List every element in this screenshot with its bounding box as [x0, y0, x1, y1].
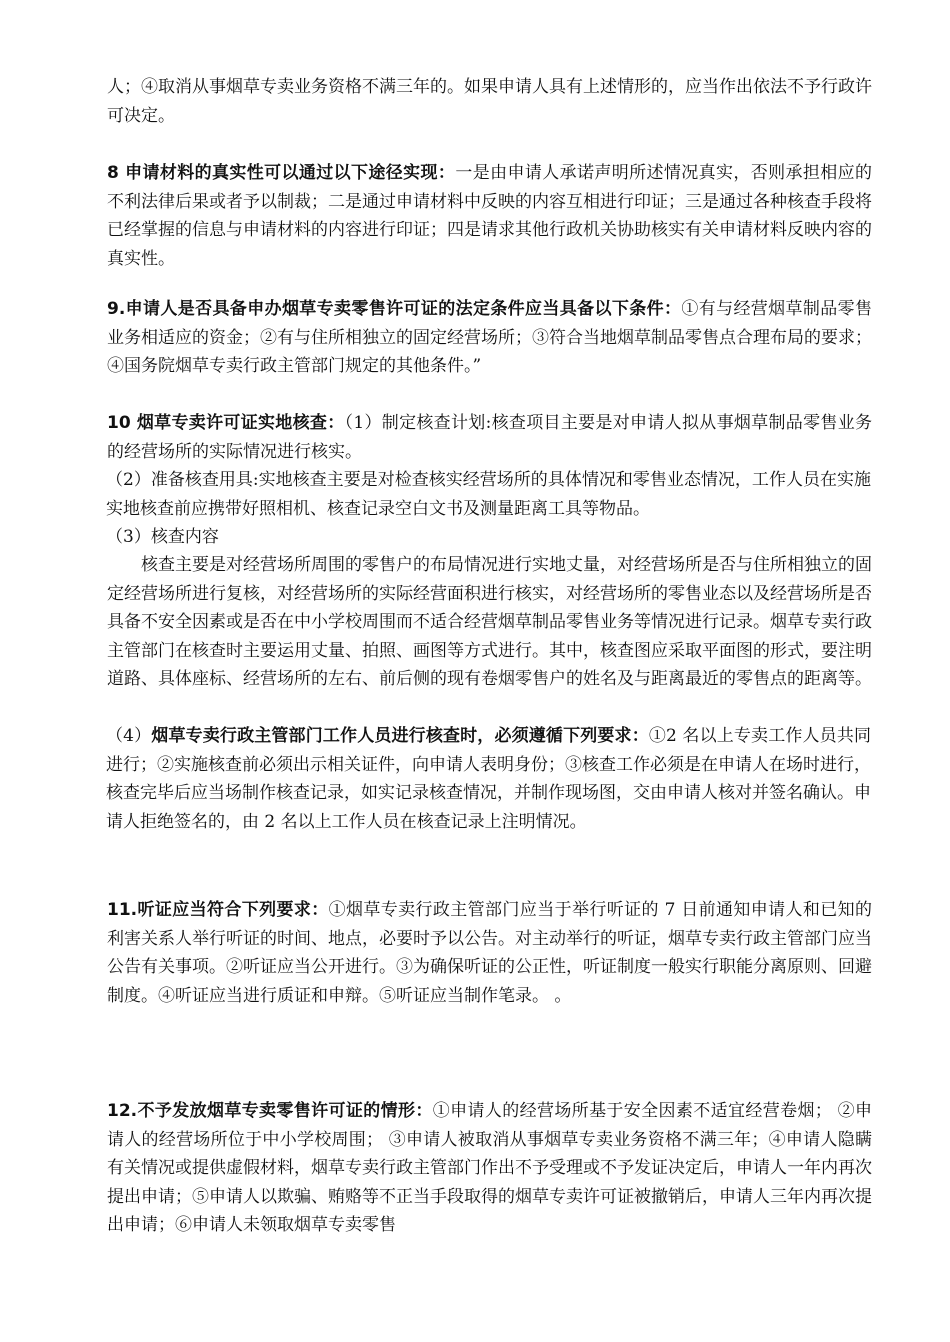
section-12-text: ①申请人的经营场所基于安全因素不适宜经营卷烟； ②申请人的经营场所位于中小学校周围； ③申请人被取消从事烟草专卖业务资格不满三年；④申请人隐瞒有关情况或提供虚假材料，烟草专卖行政主管部门作出不予受理或不予发证决定后，申请人一年内再次提出申请；⑤申请人以欺骗、贿赂等不正当手段取得的烟草专卖许可证被撤销后，申请人三年内再次提出申请；⑥申请人未领取烟草专卖零售 [107, 1101, 872, 1235]
section-12 [107, 1097, 872, 1240]
section-8-text: 一是由申请人承诺声明所述情况真实，否则承担相应的不利法律后果或者予以制裁；二是通过申请材料中反映的内容互相进行印证；三是通过各种核查手段将已经掌握的信息与申请材料的内容进行印证；四是请求其他行政机关协助核实有关申请材料反映内容的真实性。 [107, 163, 873, 269]
section-10-item2-text: （2）准备核查用具:实地核查主要是对检查核实经营场所的具体情况和零售业态情况，工作人员在实施实地核查前应携带好照相机、核查记录空白文书及测量距离工具等物品。 [106, 470, 871, 519]
section-11-heading: 11.听证应当符合下列要求： [107, 900, 329, 920]
section-9 [107, 295, 872, 381]
paragraph-continuation [107, 73, 872, 130]
section-11-text: ①烟草专卖行政主管部门应当于举行听证的 7 日前通知申请人和已知的利害关系人举行听证的时间、地点，必要时予以公告。对主动举行的听证，烟草专卖行政主管部门应当公告有关事项。②听证应当公开进行。③为确保听证的公正性，听证制度一般实行职能分离原则、回避制度。④听证应当进行质证和申辩。⑤听证应当制作笔录。 。 [107, 900, 872, 1006]
section-10-item4-heading: 烟草专卖行政主管部门工作人员进行核查时，必须遵循下列要求： [151, 726, 649, 746]
section-9-heading: 9.申请人是否具备申办烟草专卖零售许可证的法定条件应当具备以下条件： [107, 299, 682, 319]
section-10-item3-title: （3）核查内容 [106, 527, 219, 547]
section-11 [107, 896, 872, 1010]
section-9-text: ①有与经营烟草制品零售业务相适应的资金；②有与住所相独立的固定经营场所；③符合当地烟草制品零售点合理布局的要求；④国务院烟草专卖行政主管部门规定的其他条件。” [107, 299, 872, 376]
section-12-heading: 12.不予发放烟草专卖零售许可证的情形： [107, 1101, 433, 1121]
section-8-heading: 8 申请材料的真实性可以通过以下途径实现： [107, 163, 456, 183]
section-10-item4-text: ①2 名以上专卖工作人员共同进行；②实施核查前必须出示相关证件，向申请人表明身份；③核查工作必须是在申请人在场时进行，核查完毕后应当场制作核查记录，如实记录核查情况，并制作现场图，交由申请人核对并签名确认。申请人拒绝签名的，由 2 名以上工作人员在核查记录上注明情况。 [106, 726, 871, 832]
section-10-item1: （1）制定核查计划:核查项目主要是对申请人拟从事烟草制品零售业务的经营场所的实际情况进行核实。 [107, 413, 872, 462]
section-10-heading: 10 烟草专卖许可证实地核查： [107, 413, 345, 433]
paragraph-text: 人；④取消从事烟草专卖业务资格不满三年的。如果申请人具有上述情形的，应当作出依法不予行政许可决定。 [107, 77, 872, 126]
section-10-item4 [106, 722, 871, 836]
section-10-item2 [106, 466, 871, 523]
section-10-item4-prefix: （4） [106, 726, 152, 746]
section-10-item3-text: 核查主要是对经营场所周围的零售户的布局情况进行实地丈量，对经营场所是否与住所相独立的固定经营场所进行复核，对经营场所的实际经营面积进行核实，对经营场所的零售业态以及经营场所是否具备不安全因素或是否在中小学校周围而不适合经营烟草制品零售业务等情况进行记录。烟草专卖行政主管部门在核查时主要运用丈量、拍照、画图等方式进行。其中，核查图应采取平面图的形式，要注明道路、具体座标、经营场所的左右、前后侧的现有卷烟零售户的姓名及与距离最近的零售点的距离等。 [107, 555, 872, 689]
section-8 [107, 159, 872, 273]
section-10-item3-body [107, 551, 872, 694]
section-10 [107, 409, 872, 466]
section-10-item3 [106, 523, 871, 552]
